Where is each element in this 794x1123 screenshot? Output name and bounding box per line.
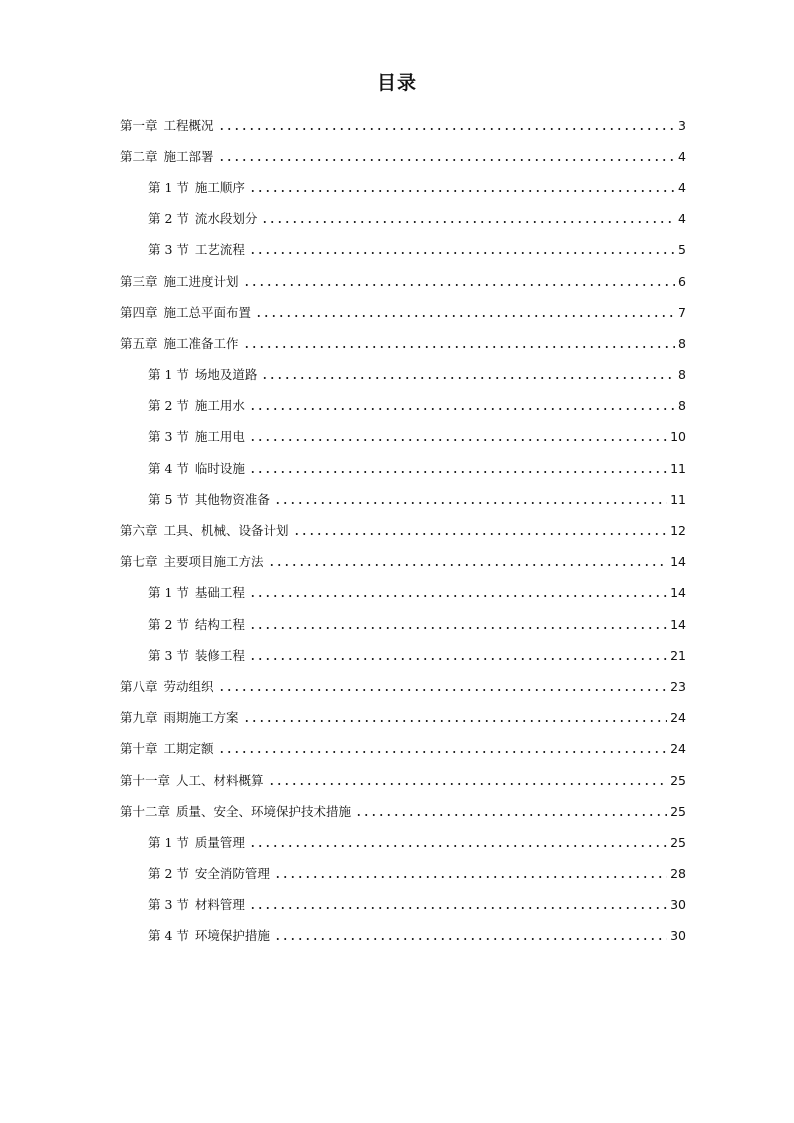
toc-entry-number: 第 2 节 (148, 616, 189, 632)
toc-section-entry[interactable] (120, 827, 686, 858)
toc-entry-number: 第 1 节 (148, 834, 189, 850)
toc-entry-label (148, 897, 249, 913)
toc-title: 目录 (376, 72, 417, 94)
toc-page-number: 28 (670, 866, 686, 882)
toc-page-number: 25 (670, 834, 686, 850)
toc-dot-leader (249, 844, 667, 848)
toc-entry-text: 临时设施 (194, 460, 245, 476)
toc-dot-leader (249, 906, 667, 910)
toc-section-entry[interactable] (120, 921, 686, 952)
toc-page-number: 14 (670, 554, 686, 570)
toc-entry-label (120, 523, 293, 539)
toc-entry-label (148, 585, 249, 601)
toc-chapter-entry[interactable] (120, 765, 686, 796)
toc-entry-text: 劳动组织 (163, 678, 214, 694)
toc-entry-label (120, 804, 355, 820)
toc-entry-number: 第 1 节 (148, 585, 189, 601)
toc-entry-text: 人工、材料概算 (176, 772, 264, 788)
toc-entry-label (120, 773, 268, 789)
toc-entry-number: 第三章 (120, 273, 158, 289)
toc-section-entry[interactable] (120, 890, 686, 921)
toc-page-number: 11 (670, 491, 686, 507)
toc-chapter-entry[interactable] (120, 734, 686, 765)
toc-entry-label (148, 928, 274, 944)
toc-entry-label (148, 648, 249, 664)
toc-entry-label (148, 211, 261, 227)
toc-page-number: 25 (670, 772, 686, 788)
toc-page-number: 11 (670, 460, 686, 476)
toc-entry-label (148, 461, 249, 477)
toc-section-entry[interactable] (120, 235, 686, 266)
toc-chapter-entry[interactable] (120, 515, 686, 546)
toc-dot-leader (274, 937, 667, 941)
toc-chapter-entry[interactable] (120, 141, 686, 172)
toc-page-number: 23 (670, 678, 686, 694)
toc-dot-leader (243, 345, 675, 349)
toc-section-entry[interactable] (120, 609, 686, 640)
toc-entry-text: 施工进度计划 (163, 273, 239, 289)
toc-list (120, 110, 686, 952)
toc-entry-number: 第 2 节 (148, 211, 189, 227)
toc-chapter-entry[interactable] (120, 703, 686, 734)
toc-chapter-entry[interactable] (120, 796, 686, 827)
toc-entry-text: 工程概况 (163, 117, 214, 133)
toc-entry-text: 工具、机械、设备计划 (163, 523, 289, 539)
toc-entry-number: 第七章 (120, 554, 158, 570)
toc-chapter-entry[interactable] (120, 328, 686, 359)
toc-entry-label (148, 242, 249, 258)
toc-dot-leader (249, 438, 667, 442)
toc-entry-number: 第 3 节 (148, 647, 189, 663)
toc-chapter-entry[interactable] (120, 297, 686, 328)
toc-entry-text: 施工用水 (194, 398, 245, 414)
toc-entry-label (148, 429, 249, 445)
toc-dot-leader (261, 220, 675, 224)
toc-page-number: 6 (678, 273, 686, 289)
toc-entry-text: 环境保护措施 (194, 928, 270, 944)
toc-entry-text: 工期定额 (163, 741, 214, 757)
toc-entry-number: 第二章 (120, 148, 158, 164)
toc-dot-leader (268, 563, 668, 567)
toc-entry-label (148, 398, 249, 414)
toc-entry-text: 质量、安全、环境保护技术措施 (176, 803, 352, 819)
toc-dot-leader (249, 626, 667, 630)
toc-entry-text: 施工准备工作 (163, 335, 239, 351)
toc-page-number: 4 (678, 211, 686, 227)
toc-entry-text: 流水段划分 (194, 211, 258, 227)
toc-dot-leader (274, 501, 667, 505)
toc-section-entry[interactable] (120, 484, 686, 515)
toc-dot-leader (249, 251, 675, 255)
toc-dot-leader (261, 376, 675, 380)
toc-page-number: 10 (670, 429, 686, 445)
toc-entry-number: 第 5 节 (148, 491, 189, 507)
toc-dot-leader (243, 283, 675, 287)
toc-page-number: 14 (670, 585, 686, 601)
toc-dot-leader (249, 407, 675, 411)
toc-entry-text: 施工总平面布置 (163, 304, 252, 320)
toc-entry-number: 第十二章 (120, 803, 171, 819)
toc-entry-number: 第四章 (120, 304, 158, 320)
toc-entry-number: 第一章 (120, 117, 158, 133)
toc-page-number: 14 (670, 616, 686, 632)
toc-entry-number: 第 3 节 (148, 897, 189, 913)
toc-entry-text: 基础工程 (194, 585, 245, 601)
toc-entry-label (148, 866, 274, 882)
toc-chapter-entry[interactable] (120, 547, 686, 578)
toc-page-number: 21 (670, 647, 686, 663)
toc-entry-label (148, 180, 249, 196)
toc-entry-label (120, 149, 218, 165)
toc-section-entry[interactable] (120, 204, 686, 235)
toc-section-entry[interactable] (120, 453, 686, 484)
toc-entry-text: 场地及道路 (194, 367, 258, 383)
toc-entry-label (120, 336, 243, 352)
toc-page-number: 5 (678, 242, 686, 258)
toc-entry-label (120, 274, 243, 290)
toc-entry-number: 第 4 节 (148, 928, 189, 944)
toc-entry-number: 第 1 节 (148, 179, 189, 195)
toc-entry-number: 第十章 (120, 741, 158, 757)
toc-section-entry[interactable] (120, 578, 686, 609)
toc-entry-text: 质量管理 (194, 834, 245, 850)
toc-section-entry[interactable] (120, 360, 686, 391)
toc-entry-text: 雨期施工方案 (163, 710, 239, 726)
toc-entry-label (120, 554, 268, 570)
toc-entry-label (120, 710, 243, 726)
toc-page-number: 3 (678, 117, 686, 133)
toc-entry-text: 施工顺序 (194, 179, 245, 195)
toc-dot-leader (218, 127, 675, 131)
toc-page-number: 8 (678, 367, 686, 383)
toc-entry-text: 安全消防管理 (194, 866, 270, 882)
toc-entry-number: 第 3 节 (148, 429, 189, 445)
toc-section-entry[interactable] (120, 640, 686, 671)
toc-dot-leader (274, 875, 667, 879)
toc-entry-text: 施工用电 (194, 429, 245, 445)
toc-chapter-entry[interactable] (120, 671, 686, 702)
toc-entry-text: 施工部署 (163, 148, 214, 164)
toc-entry-number: 第十一章 (120, 772, 171, 788)
toc-entry-number: 第 3 节 (148, 242, 189, 258)
toc-dot-leader (249, 470, 667, 474)
toc-entry-label (120, 305, 255, 321)
toc-entry-number: 第八章 (120, 678, 158, 694)
toc-entry-label (148, 492, 274, 508)
toc-entry-text: 主要项目施工方法 (163, 554, 264, 570)
toc-entry-number: 第五章 (120, 335, 158, 351)
toc-entry-number: 第九章 (120, 710, 158, 726)
toc-dot-leader (268, 782, 668, 786)
toc-page-number: 4 (678, 148, 686, 164)
toc-page-number: 25 (670, 803, 686, 819)
toc-section-entry[interactable] (120, 859, 686, 890)
toc-entry-label (120, 679, 218, 695)
toc-section-entry[interactable] (120, 172, 686, 203)
toc-entry-label (120, 741, 218, 757)
toc-chapter-entry[interactable] (120, 266, 686, 297)
toc-entry-text: 其他物资准备 (194, 491, 270, 507)
toc-entry-number: 第 2 节 (148, 398, 189, 414)
toc-dot-leader (355, 813, 667, 817)
toc-entry-label (120, 118, 218, 134)
toc-dot-leader (293, 532, 668, 536)
toc-page-number: 30 (670, 928, 686, 944)
toc-page-number: 12 (670, 523, 686, 539)
toc-entry-text: 工艺流程 (194, 242, 245, 258)
toc-section-entry[interactable] (120, 422, 686, 453)
toc-page-number: 24 (670, 710, 686, 726)
toc-page-number: 24 (670, 741, 686, 757)
toc-section-entry[interactable] (120, 391, 686, 422)
toc-dot-leader (249, 189, 675, 193)
toc-entry-number: 第六章 (120, 523, 158, 539)
toc-chapter-entry[interactable] (120, 110, 686, 141)
toc-entry-label (148, 835, 249, 851)
toc-entry-label (148, 617, 249, 633)
toc-dot-leader (218, 688, 668, 692)
toc-dot-leader (243, 719, 668, 723)
toc-dot-leader (218, 158, 675, 162)
toc-entry-text: 装修工程 (194, 647, 245, 663)
toc-dot-leader (249, 657, 667, 661)
toc-page-number: 4 (678, 179, 686, 195)
toc-page-number: 8 (678, 335, 686, 351)
toc-page-number: 8 (678, 398, 686, 414)
toc-dot-leader (218, 750, 668, 754)
toc-entry-text: 结构工程 (194, 616, 245, 632)
toc-dot-leader (249, 594, 667, 598)
toc-page-number: 30 (670, 897, 686, 913)
toc-entry-number: 第 4 节 (148, 460, 189, 476)
toc-entry-number: 第 2 节 (148, 866, 189, 882)
toc-entry-number: 第 1 节 (148, 367, 189, 383)
toc-entry-label (148, 367, 261, 383)
toc-entry-text: 材料管理 (194, 897, 245, 913)
toc-dot-leader (255, 314, 675, 318)
toc-page-number: 7 (678, 304, 686, 320)
